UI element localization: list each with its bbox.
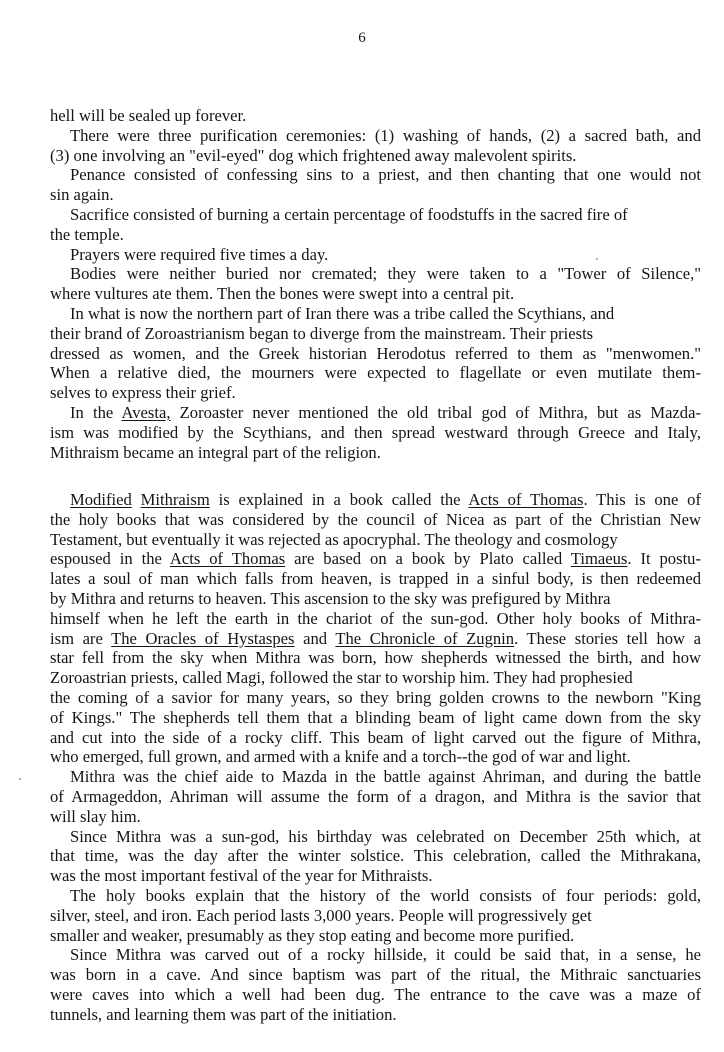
text-line — [50, 510, 701, 530]
text-run: of Armageddon, Ahriman will assume the form of a dragon, and Mithra is the savior that — [50, 786, 701, 806]
text-run: and cut into the side of a rocky cliff. This beam of light carved out the figure of Mithra, — [50, 727, 701, 747]
text-run: who emerged, full grown, and armed with a knife and a torch--the god of war and light. — [50, 747, 631, 767]
underlined-title: Timaeus — [570, 549, 628, 569]
text-line — [50, 383, 701, 403]
text-line — [50, 807, 701, 827]
text-run: Mithraism became an integral part of the religion. — [50, 442, 381, 462]
text-line — [50, 205, 701, 225]
underlined-title: Mithraism — [140, 490, 210, 509]
text-line — [50, 688, 701, 708]
text-run: . These stories tell how a — [514, 628, 701, 648]
text-run: hell will be sealed up forever. — [50, 106, 247, 125]
text-line — [50, 324, 701, 344]
text-run: . This is one of — [583, 490, 701, 509]
text-run: Bodies were neither buried nor cremated; they were taken to a "Tower of Silence," — [70, 264, 701, 284]
text-line — [50, 530, 701, 550]
underlined-title: The Chronicle of Zugnin — [335, 628, 515, 648]
text-run: ism are — [50, 628, 112, 648]
text-line — [50, 443, 701, 463]
text-line — [50, 648, 701, 668]
text-line — [50, 264, 701, 284]
text-line — [50, 423, 701, 443]
text-run: In the — [70, 402, 122, 422]
text-line — [50, 609, 701, 629]
text-line — [50, 490, 701, 510]
page-number: 6 — [358, 30, 366, 46]
text-run: Penance consisted of confessing sins to a priest, and then chanting that one would not — [70, 165, 701, 185]
text-run — [132, 490, 141, 509]
text-block-zoroastrian-practices — [50, 106, 701, 462]
text-line — [50, 403, 701, 423]
text-line — [50, 245, 701, 265]
text-run: Sacrifice consisted of burning a certain percentage of foodstuffs in the sacred fire of — [70, 204, 628, 224]
text-run: When a relative died, the mourners were expected to flagellate or even mutilate them- — [50, 363, 701, 383]
text-run: will slay him. — [50, 806, 141, 826]
text-run: Zoroastrian priests, called Magi, followed the star to worship him. They had prophesied — [50, 668, 633, 688]
text-line — [50, 344, 701, 364]
text-run: their brand of Zoroastrianism began to diverge from the mainstream. Their priests — [50, 323, 594, 343]
text-run: Mithra was the chief aide to Mazda in the battle against Ahriman, and during the battle — [70, 767, 701, 787]
text-line — [50, 284, 701, 304]
underlined-title: Acts of Thomas — [169, 549, 286, 569]
text-line — [50, 827, 701, 847]
text-line — [50, 569, 701, 589]
text-run: ism was modified by the Scythians, and then spread westward through Greece and Italy, — [50, 422, 701, 442]
text-line — [50, 126, 701, 146]
text-run: star fell from the sky when Mithra was born, how shepherds witnessed the birth, and how — [50, 648, 701, 668]
text-line — [50, 1005, 701, 1025]
text-line — [50, 304, 701, 324]
text-run: are based on a book by Plato called — [285, 549, 571, 569]
text-line — [50, 185, 701, 205]
text-run: is explained in a book called the — [209, 490, 469, 509]
text-line — [50, 363, 701, 383]
text-run: the coming of a savior for many years, so they bring golden crowns to the newborn "King — [50, 687, 701, 707]
text-line — [50, 146, 701, 166]
text-line — [50, 965, 701, 985]
underlined-title: The Oracles of Hystaspes — [111, 628, 295, 648]
text-line — [50, 629, 701, 649]
text-run: sin again. — [50, 185, 114, 205]
text-line — [50, 985, 701, 1005]
text-run: The holy books explain that the history of the world consists of four periods: gold, — [70, 885, 701, 905]
text-run: that time, was the day after the winter solstice. This celebration, called the Mithrakana, — [50, 846, 701, 866]
text-run: Prayers were required five times a day. — [70, 244, 329, 264]
text-run: . It postu- — [627, 549, 701, 569]
text-run: Since Mithra was carved out of a rocky hillside, it could be said that, in a sense, he — [70, 945, 701, 965]
text-run: himself when he left the earth in the chariot of the sun-god. Other holy books of Mithra- — [50, 608, 701, 628]
text-run: espoused in the — [50, 549, 170, 569]
scan-speck — [19, 778, 21, 780]
text-line — [50, 549, 701, 569]
text-line — [50, 886, 701, 906]
text-run: selves to express their grief. — [50, 383, 236, 403]
text-line — [50, 747, 701, 767]
text-run: There were three purification ceremonies: (1) washing of hands, (2) a sacred bath, and — [70, 125, 701, 145]
text-line — [50, 846, 701, 866]
text-line — [50, 926, 701, 946]
text-line — [50, 668, 701, 688]
text-run: Testament, but eventually it was rejected as apocryphal. The theology and cosmology — [50, 529, 618, 549]
text-run: was born in a cave. And since baptism was part of the ritual, the Mithraic sanctuaries — [50, 965, 701, 985]
underlined-title: Modified — [70, 490, 132, 509]
text-line — [50, 906, 701, 926]
text-run: where vultures ate them. Then the bones were swept into a central pit. — [50, 284, 515, 304]
text-run: lates a soul of man which falls from heaven, is trapped in a sinful body, is then redeemed — [50, 569, 701, 589]
text-line — [50, 106, 701, 126]
scan-speck — [596, 258, 598, 260]
text-run: the holy books that was considered by the council of Nicea as part of the Christian New — [50, 509, 701, 529]
text-run: silver, steel, and iron. Each period lasts 3,000 years. People will progressively get — [50, 905, 592, 925]
text-run: of Kings." The shepherds tell them that a blinding beam of light came down from the sky — [50, 707, 701, 727]
text-line — [50, 767, 701, 787]
text-run: dressed as women, and the Greek historian Herodotus referred to them as "menwomen." — [50, 343, 701, 363]
text-run: by Mithra and returns to heaven. This ascension to the sky was prefigured by Mithra — [50, 588, 611, 608]
text-line — [50, 708, 701, 728]
text-block-modified-mithraism — [50, 490, 701, 1025]
text-run: were caves into which a well had been dug. The entrance to the cave was a maze of — [50, 984, 701, 1004]
text-line — [50, 225, 701, 245]
text-run: the temple. — [50, 224, 124, 244]
text-run: (3) one involving an "evil-eyed" dog which frightened away malevolent spirits. — [50, 145, 577, 165]
text-run: In what is now the northern part of Iran there was a tribe called the Scythians, and — [70, 303, 615, 323]
text-line — [50, 728, 701, 748]
text-line — [50, 866, 701, 886]
text-run: Zoroaster never mentioned the old tribal god of Mithra, but as Mazda- — [170, 402, 701, 422]
text-line — [50, 787, 701, 807]
text-line — [50, 589, 701, 609]
text-line — [50, 945, 701, 965]
underlined-title: Acts of Thomas — [468, 490, 584, 509]
text-run: and — [294, 628, 336, 648]
text-line — [50, 165, 701, 185]
text-run: Since Mithra was a sun-god, his birthday was celebrated on December 25th which, at — [70, 826, 701, 846]
text-run: tunnels, and learning them was part of the initiation. — [50, 1004, 397, 1024]
text-run: smaller and weaker, presumably as they stop eating and become more purified. — [50, 925, 575, 945]
text-run: was the most important festival of the year for Mithraists. — [50, 866, 433, 886]
underlined-title: Avesta, — [121, 402, 171, 422]
